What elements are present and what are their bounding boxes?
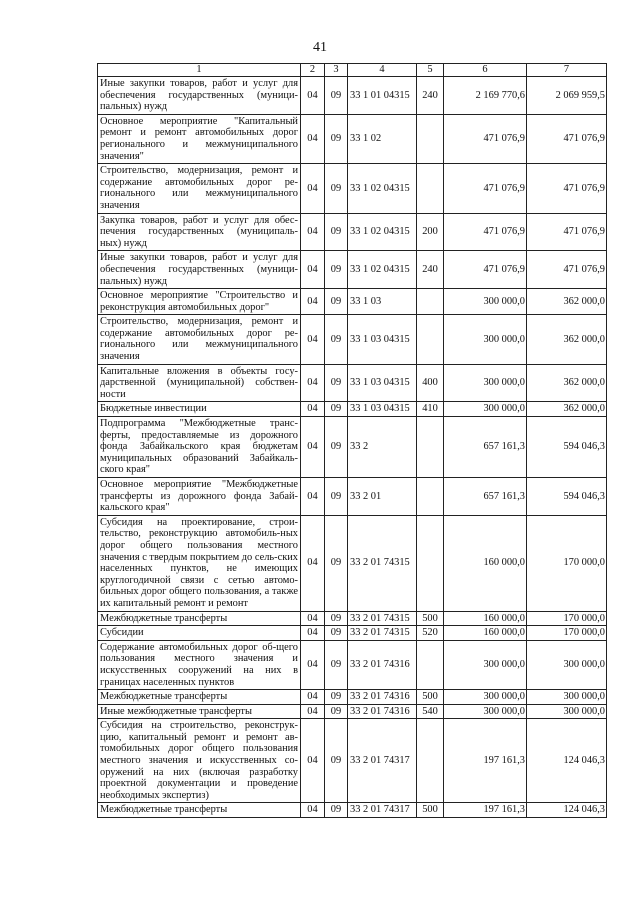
- table-row: [98, 611, 607, 626]
- section-code: 04: [301, 803, 325, 818]
- table-row: [98, 640, 607, 689]
- amount-year-2: 362 000,0: [527, 289, 607, 315]
- amount-year-2: 300 000,0: [527, 690, 607, 705]
- table-row: [98, 364, 607, 402]
- target-article-code: 33 1 02 04315: [348, 164, 417, 213]
- amount-year-2: 362 000,0: [527, 315, 607, 364]
- table-row: [98, 315, 607, 364]
- row-name: Межбюджетные трансферты: [98, 690, 301, 705]
- row-name: Бюджетные инвестиции: [98, 402, 301, 417]
- subsection-code: 09: [325, 478, 348, 516]
- expense-type-code: [417, 478, 444, 516]
- header-col-6: 6: [444, 64, 527, 77]
- row-name: Межбюджетные трансферты: [98, 803, 301, 818]
- amount-year-2: 170 000,0: [527, 515, 607, 611]
- table-row: [98, 515, 607, 611]
- expense-type-code: [417, 417, 444, 478]
- subsection-code: 09: [325, 251, 348, 289]
- expense-type-code: [417, 114, 444, 163]
- amount-year-2: 362 000,0: [527, 364, 607, 402]
- expense-type-code: [417, 315, 444, 364]
- amount-year-1: 657 161,3: [444, 478, 527, 516]
- header-col-4: 4: [348, 64, 417, 77]
- header-col-3: 3: [325, 64, 348, 77]
- section-code: 04: [301, 719, 325, 803]
- subsection-code: 09: [325, 704, 348, 719]
- row-name: Капитальные вложения в объекты госу-дарственной (муниципальной) собствен-ности: [98, 364, 301, 402]
- target-article-code: 33 1 02 04315: [348, 251, 417, 289]
- amount-year-1: 160 000,0: [444, 515, 527, 611]
- target-article-code: 33 2 01 74317: [348, 803, 417, 818]
- header-col-2: 2: [301, 64, 325, 77]
- amount-year-2: 471 076,9: [527, 251, 607, 289]
- subsection-code: 09: [325, 213, 348, 251]
- subsection-code: 09: [325, 803, 348, 818]
- amount-year-1: 471 076,9: [444, 251, 527, 289]
- table-row: [98, 164, 607, 213]
- subsection-code: 09: [325, 690, 348, 705]
- table-row: [98, 289, 607, 315]
- amount-year-2: 471 076,9: [527, 164, 607, 213]
- section-code: 04: [301, 640, 325, 689]
- target-article-code: 33 2 01 74316: [348, 704, 417, 719]
- subsection-code: 09: [325, 626, 348, 641]
- page-number: 41: [313, 40, 327, 55]
- table-row: [98, 417, 607, 478]
- target-article-code: 33 1 03 04315: [348, 364, 417, 402]
- subsection-code: 09: [325, 402, 348, 417]
- amount-year-1: 160 000,0: [444, 626, 527, 641]
- amount-year-2: 2 069 959,5: [527, 77, 607, 115]
- section-code: 04: [301, 114, 325, 163]
- subsection-code: 09: [325, 364, 348, 402]
- header-col-1: 1: [98, 64, 301, 77]
- table-row: [98, 478, 607, 516]
- row-name: Иные закупки товаров, работ и услуг для обеспечения государственных (муници-пальных) нужд: [98, 77, 301, 115]
- amount-year-1: 160 000,0: [444, 611, 527, 626]
- amount-year-1: 471 076,9: [444, 164, 527, 213]
- amount-year-2: 124 046,3: [527, 719, 607, 803]
- expense-type-code: 520: [417, 626, 444, 641]
- amount-year-1: 300 000,0: [444, 289, 527, 315]
- expense-type-code: [417, 719, 444, 803]
- table-row: [98, 402, 607, 417]
- expense-type-code: [417, 164, 444, 213]
- row-name: Иные закупки товаров, работ и услуг для обеспечения государственных (муници-пальных) нужд: [98, 251, 301, 289]
- section-code: 04: [301, 478, 325, 516]
- subsection-code: 09: [325, 719, 348, 803]
- subsection-code: 09: [325, 417, 348, 478]
- amount-year-1: 300 000,0: [444, 315, 527, 364]
- expense-type-code: 400: [417, 364, 444, 402]
- section-code: 04: [301, 402, 325, 417]
- row-name: Субсидии: [98, 626, 301, 641]
- section-code: 04: [301, 315, 325, 364]
- amount-year-2: 594 046,3: [527, 417, 607, 478]
- row-name: Основное мероприятие "Межбюджетные трансферты из дорожного фонда Забай-кальского края": [98, 478, 301, 516]
- row-name: Строительство, модернизация, ремонт и содержание автомобильных дорог ре-гионального или межмуниципального значения: [98, 315, 301, 364]
- section-code: 04: [301, 704, 325, 719]
- amount-year-1: 300 000,0: [444, 364, 527, 402]
- amount-year-2: 471 076,9: [527, 213, 607, 251]
- target-article-code: 33 1 02 04315: [348, 213, 417, 251]
- amount-year-2: 124 046,3: [527, 803, 607, 818]
- expense-type-code: 240: [417, 77, 444, 115]
- amount-year-1: 197 161,3: [444, 803, 527, 818]
- row-name: Строительство, модернизация, ремонт и содержание автомобильных дорог ре-гионального или межмуниципального значения: [98, 164, 301, 213]
- expense-type-code: 500: [417, 803, 444, 818]
- expense-type-code: [417, 640, 444, 689]
- target-article-code: 33 2 01: [348, 478, 417, 516]
- section-code: 04: [301, 364, 325, 402]
- amount-year-2: 170 000,0: [527, 626, 607, 641]
- row-name: Субсидия на строительство, реконструк-цию, капитальный ремонт и ремонт ав-томобильных дорог общего пользования местного значения и искусственных со-оружений на них (включая разработку проектной документации и проведение необходимых экспертиз): [98, 719, 301, 803]
- target-article-code: 33 2 01 74317: [348, 719, 417, 803]
- amount-year-1: 300 000,0: [444, 704, 527, 719]
- amount-year-2: 300 000,0: [527, 704, 607, 719]
- table-row: [98, 114, 607, 163]
- target-article-code: 33 2: [348, 417, 417, 478]
- expense-type-code: 540: [417, 704, 444, 719]
- table-row: [98, 690, 607, 705]
- target-article-code: 33 1 01 04315: [348, 77, 417, 115]
- row-name: Межбюджетные трансферты: [98, 611, 301, 626]
- amount-year-2: 170 000,0: [527, 611, 607, 626]
- amount-year-1: 471 076,9: [444, 213, 527, 251]
- row-name: Иные межбюджетные трансферты: [98, 704, 301, 719]
- table-row: [98, 719, 607, 803]
- section-code: 04: [301, 611, 325, 626]
- target-article-code: 33 1 03: [348, 289, 417, 315]
- header-col-7: 7: [527, 64, 607, 77]
- amount-year-2: 300 000,0: [527, 640, 607, 689]
- expense-type-code: 410: [417, 402, 444, 417]
- amount-year-1: 197 161,3: [444, 719, 527, 803]
- target-article-code: 33 1 03 04315: [348, 315, 417, 364]
- expense-type-code: 500: [417, 690, 444, 705]
- section-code: 04: [301, 289, 325, 315]
- section-code: 04: [301, 626, 325, 641]
- row-name: Субсидия на проектирование, строи-тельство, реконструкцию автомобиль-ных дорог общего пользования местного значения с твердым покрытием до сель-ских населенных пунктов, не имеющих круглогодичной связи с сетью автомо-бильных дорог общего пользования, а также их капитальный ремонт и ремонт: [98, 515, 301, 611]
- section-code: 04: [301, 251, 325, 289]
- expense-type-code: [417, 515, 444, 611]
- row-name: Закупка товаров, работ и услуг для обес-печения государственных (муниципаль-ных) нужд: [98, 213, 301, 251]
- table-row: [98, 251, 607, 289]
- target-article-code: 33 2 01 74315: [348, 611, 417, 626]
- subsection-code: 09: [325, 515, 348, 611]
- section-code: 04: [301, 515, 325, 611]
- target-article-code: 33 2 01 74316: [348, 690, 417, 705]
- subsection-code: 09: [325, 114, 348, 163]
- row-name: Содержание автомобильных дорог об-щего пользования местного значения и искусственных сооружений на них в границах населенных пунктов: [98, 640, 301, 689]
- subsection-code: 09: [325, 77, 348, 115]
- header-col-5: 5: [417, 64, 444, 77]
- table-body: [98, 64, 607, 818]
- target-article-code: 33 2 01 74315: [348, 626, 417, 641]
- target-article-code: 33 2 01 74315: [348, 515, 417, 611]
- section-code: 04: [301, 164, 325, 213]
- subsection-code: 09: [325, 611, 348, 626]
- amount-year-1: 300 000,0: [444, 640, 527, 689]
- amount-year-2: 594 046,3: [527, 478, 607, 516]
- row-name: Основное мероприятие "Капитальный ремонт и ремонт автомобильных дорог регионального и межмуниципального значения": [98, 114, 301, 163]
- table-row: [98, 213, 607, 251]
- subsection-code: 09: [325, 164, 348, 213]
- section-code: 04: [301, 417, 325, 478]
- target-article-code: 33 1 02: [348, 114, 417, 163]
- table-row: [98, 803, 607, 818]
- row-name: Подпрограмма "Межбюджетные транс-ферты, предоставляемые из дорожного фонда Забайкальского края бюджетам муниципальных образований Забайкаль-ского края": [98, 417, 301, 478]
- amount-year-1: 300 000,0: [444, 402, 527, 417]
- target-article-code: 33 2 01 74316: [348, 640, 417, 689]
- table-row: [98, 704, 607, 719]
- table-header-row: [98, 64, 607, 77]
- expense-type-code: 240: [417, 251, 444, 289]
- section-code: 04: [301, 690, 325, 705]
- amount-year-2: 471 076,9: [527, 114, 607, 163]
- amount-year-1: 657 161,3: [444, 417, 527, 478]
- amount-year-1: 2 169 770,6: [444, 77, 527, 115]
- amount-year-1: 300 000,0: [444, 690, 527, 705]
- table-row: [98, 77, 607, 115]
- expense-type-code: [417, 289, 444, 315]
- row-name: Основное мероприятие "Строительство и реконструкция автомобильных дорог": [98, 289, 301, 315]
- section-code: 04: [301, 77, 325, 115]
- target-article-code: 33 1 03 04315: [348, 402, 417, 417]
- subsection-code: 09: [325, 640, 348, 689]
- expense-type-code: 500: [417, 611, 444, 626]
- amount-year-2: 362 000,0: [527, 402, 607, 417]
- subsection-code: 09: [325, 315, 348, 364]
- subsection-code: 09: [325, 289, 348, 315]
- section-code: 04: [301, 213, 325, 251]
- expense-type-code: 200: [417, 213, 444, 251]
- amount-year-1: 471 076,9: [444, 114, 527, 163]
- budget-table: [97, 63, 607, 818]
- table-row: [98, 626, 607, 641]
